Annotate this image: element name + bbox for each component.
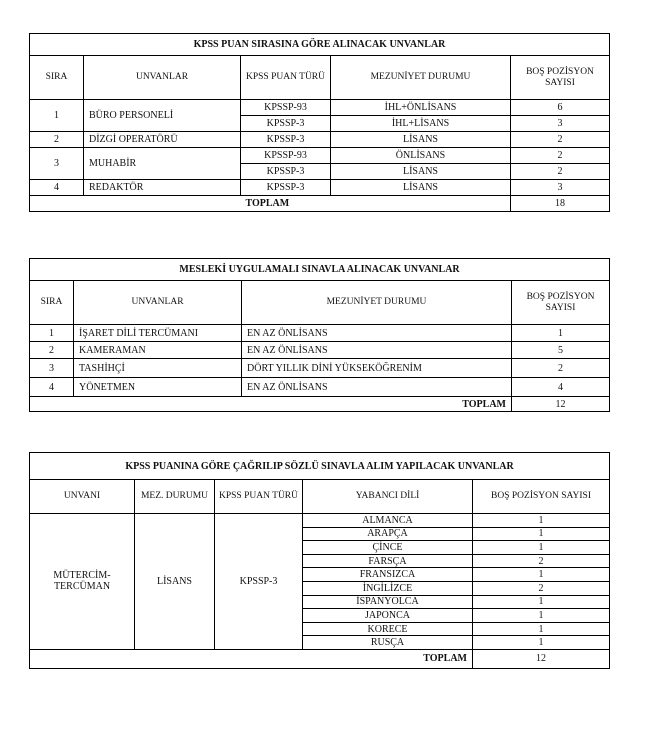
- language-cell: KORECE: [303, 622, 473, 636]
- row-sira: 1: [30, 325, 74, 342]
- row-bos: 2: [511, 164, 610, 180]
- language-cell: ARAPÇA: [303, 527, 473, 541]
- unvan-cell: MÜTERCİM-TERCÜMAN: [30, 514, 135, 650]
- header-puan-turu: KPSS PUAN TÜRÜ: [241, 56, 331, 100]
- table-row: [30, 342, 610, 359]
- total-label: TOPLAM: [241, 196, 331, 212]
- puan-turu-cell: KPSSP-3: [215, 514, 303, 650]
- header-bos-pozisyon: BOŞ POZİSYON SAYISI: [473, 480, 610, 514]
- row-unvan: DİZGİ OPERATÖRÜ: [84, 132, 241, 148]
- header-unvani: UNVANI: [30, 480, 135, 514]
- language-cell: ÇİNCE: [303, 541, 473, 555]
- language-bos-cell: 1: [473, 622, 610, 636]
- language-cell: RUSÇA: [303, 636, 473, 650]
- row-sira: 3: [30, 148, 84, 180]
- header-mezuniyet: MEZUNİYET DURUMU: [331, 56, 511, 100]
- row-mezuniyet: İHL+ÖNLİSANS: [331, 100, 511, 116]
- row-puan: KPSSP-93: [241, 148, 331, 164]
- mezuniyet-cell: LİSANS: [135, 514, 215, 650]
- row-bos: 3: [511, 180, 610, 196]
- table-row: [30, 514, 610, 528]
- table-title: KPSS PUANINA GÖRE ÇAĞRILIP SÖZLÜ SINAVLA ALIM YAPILACAK UNVANLAR: [30, 453, 610, 480]
- language-bos-cell: 2: [473, 581, 610, 595]
- row-puan: KPSSP-3: [241, 132, 331, 148]
- language-cell: İSPANYOLCA: [303, 595, 473, 609]
- row-mezuniyet: LİSANS: [331, 132, 511, 148]
- row-puan: KPSSP-3: [241, 180, 331, 196]
- language-bos-cell: 1: [473, 636, 610, 650]
- row-unvan: KAMERAMAN: [74, 342, 242, 359]
- language-cell: FRANSIZCA: [303, 568, 473, 582]
- row-mezuniyet: LİSANS: [331, 164, 511, 180]
- total-value: 18: [511, 196, 610, 212]
- language-cell: İNGİLİZCE: [303, 581, 473, 595]
- language-bos-cell: 1: [473, 527, 610, 541]
- row-unvan: YÖNETMEN: [74, 378, 242, 397]
- table-row: [30, 132, 610, 148]
- row-sira: 4: [30, 180, 84, 196]
- row-bos: 3: [511, 116, 610, 132]
- row-mezuniyet: DÖRT YILLIK DİNİ YÜKSEKÖĞRENİM: [242, 359, 512, 378]
- row-sira: 1: [30, 100, 84, 132]
- header-bos-pozisyon: BOŞ POZİSYON SAYISI: [512, 281, 610, 325]
- table-title: KPSS PUAN SIRASINA GÖRE ALINACAK UNVANLAR: [30, 34, 610, 56]
- row-unvan: TASHİHÇİ: [74, 359, 242, 378]
- header-mezuniyet: MEZUNİYET DURUMU: [242, 281, 512, 325]
- row-sira: 2: [30, 132, 84, 148]
- row-puan: KPSSP-93: [241, 100, 331, 116]
- row-bos: 1: [512, 325, 610, 342]
- table-title: MESLEKİ UYGULAMALI SINAVLA ALINACAK UNVANLAR: [30, 259, 610, 281]
- total-label: TOPLAM: [30, 649, 473, 668]
- row-mezuniyet: EN AZ ÖNLİSANS: [242, 342, 512, 359]
- total-row: [30, 397, 610, 412]
- row-sira: 3: [30, 359, 74, 378]
- row-sira: 2: [30, 342, 74, 359]
- row-sira: 4: [30, 378, 74, 397]
- language-bos-cell: 1: [473, 595, 610, 609]
- oral-exam-table: [29, 452, 610, 669]
- row-mezuniyet: ÖNLİSANS: [331, 148, 511, 164]
- language-bos-cell: 1: [473, 568, 610, 582]
- row-bos: 2: [512, 359, 610, 378]
- header-puan-turu: KPSS PUAN TÜRÜ: [215, 480, 303, 514]
- total-value: 12: [473, 649, 610, 668]
- header-sira: SIRA: [30, 281, 74, 325]
- table-row: [30, 359, 610, 378]
- table-row: [30, 180, 610, 196]
- language-bos-cell: 1: [473, 541, 610, 555]
- language-cell: JAPONCA: [303, 609, 473, 623]
- row-unvan: İŞARET DİLİ TERCÜMANI: [74, 325, 242, 342]
- row-unvan: MUHABİR: [84, 148, 241, 180]
- total-row: [30, 196, 610, 212]
- row-bos: 6: [511, 100, 610, 116]
- row-puan: KPSSP-3: [241, 116, 331, 132]
- language-bos-cell: 1: [473, 609, 610, 623]
- row-mezuniyet: EN AZ ÖNLİSANS: [242, 378, 512, 397]
- header-unvanlar: UNVANLAR: [74, 281, 242, 325]
- total-row: [30, 649, 610, 668]
- language-bos-cell: 1: [473, 514, 610, 528]
- header-yabanci-dil: YABANCI DİLİ: [303, 480, 473, 514]
- row-bos: 2: [511, 132, 610, 148]
- total-value: 12: [512, 397, 610, 412]
- language-cell: ALMANCA: [303, 514, 473, 528]
- row-puan: KPSSP-3: [241, 164, 331, 180]
- kpss-ranking-table: [29, 33, 610, 212]
- header-mez-durumu: MEZ. DURUMU: [135, 480, 215, 514]
- total-label: TOPLAM: [30, 397, 512, 412]
- row-mezuniyet: İHL+LİSANS: [331, 116, 511, 132]
- practical-exam-table: [29, 258, 610, 412]
- header-bos-pozisyon: BOŞ POZİSYON SAYISI: [511, 56, 610, 100]
- row-bos: 4: [512, 378, 610, 397]
- row-unvan: BÜRO PERSONELİ: [84, 100, 241, 132]
- header-sira: SIRA: [30, 56, 84, 100]
- row-bos: 2: [511, 148, 610, 164]
- language-cell: FARSÇA: [303, 554, 473, 568]
- row-mezuniyet: LİSANS: [331, 180, 511, 196]
- row-bos: 5: [512, 342, 610, 359]
- table-row: [30, 378, 610, 397]
- row-unvan: REDAKTÖR: [84, 180, 241, 196]
- language-bos-cell: 2: [473, 554, 610, 568]
- table-row: [30, 325, 610, 342]
- table-row: [30, 100, 610, 116]
- header-unvanlar: UNVANLAR: [84, 56, 241, 100]
- table-row: [30, 148, 610, 164]
- row-mezuniyet: EN AZ ÖNLİSANS: [242, 325, 512, 342]
